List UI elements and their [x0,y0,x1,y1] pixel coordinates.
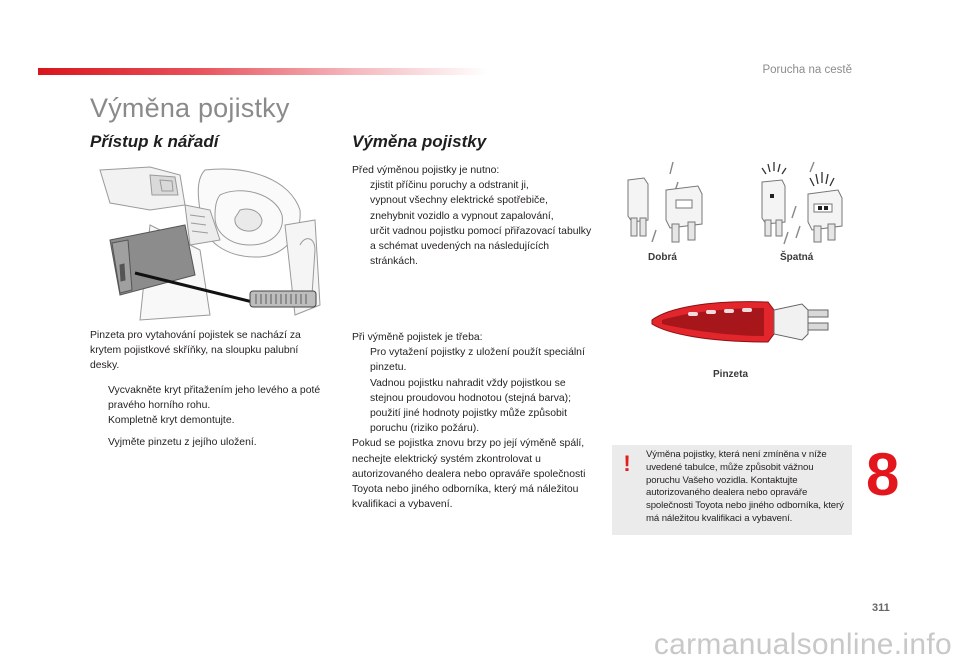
warning-text: Výměna pojistky, která není zmíněna v níže uvedené tabulce, může způsobit vážnou poruchu Vašeho vozidla. Kontaktujte autorizovaného dealera nebo opraváře společnosti Toyota nebo jiného odborníka, který má náležitou kvalifikaci a vybavení. [646,449,844,524]
chapter-number: 8 [866,441,900,508]
good-fuse-illustration [618,160,708,252]
caption-tweezers: Pinzeta [713,369,749,380]
list-item: Pro vytažení pojistky z uložení použít speciální pinzetu. [352,345,597,375]
list-item: vypnout všechny elektrické spotřebiče, [352,193,597,208]
during-replacement-block [352,330,597,512]
bullet-arrow-icon [352,193,370,208]
tool-access-steps [90,383,322,450]
warning-exclamation-icon: ! [623,451,631,476]
warning-box [612,445,852,535]
watermark: carmanualsonline.info [653,628,952,661]
bullet-arrow-icon [352,209,370,224]
bullet-arrow-icon [90,383,108,413]
running-head: Porucha na cestě [762,64,852,76]
closing-paragraph: Pokud se pojistka znovu brzy po její výměně spálí, nechejte elektrický systém zkontrolovat u autorizovaného dealera nebo opraváře společnosti Toyota nebo jiného odborníka, který má náležitou kvalifikaci a vybavení. [352,438,586,511]
before-replacement-block [352,163,597,269]
list-item: Vadnou pojistku nahradit vždy pojistkou se stejnou proudovou hodnotou (stejná barva); použití jiné hodnoty pojistky může způsobit poruchu (riziko požáru). [352,376,597,437]
bullet-arrow-icon [352,345,370,375]
page-number: 311 [872,602,890,614]
tool-location-paragraph: Pinzeta pro vytahování pojistek se nachází za krytem pojistkové skříňky, na sloupku palubní desky. [90,330,301,372]
bullet-arrow-icon [352,376,370,437]
list-item: znehybnit vozidlo a vypnout zapalování, [352,209,597,224]
bullet-arrow-icon [90,435,108,450]
header-accent-bar [38,68,488,75]
bullet-arrow-icon [352,178,370,193]
list-item: Vyjměte pinzetu z jejího uložení. [90,435,322,450]
tool-location-text [90,328,330,374]
fuse-tweezers-illustration [648,290,833,350]
blown-fuse-illustration [752,160,847,252]
page-title: Výměna pojistky [90,93,290,123]
list-item: určit vadnou pojistku pomocí přiřazovací tabulky a schémat uvedených na následujících stránkách. [352,224,597,270]
dashboard-illustration [90,165,322,325]
section-heading-tool-access: Přístup k nářadí [90,132,219,151]
list-item: zjistit příčinu poruchy a odstranit ji, [352,178,597,193]
list-item: Vycvakněte kryt přitažením jeho levého a poté pravého horního rohu. [90,383,322,413]
bullet-arrow-icon [352,224,370,270]
before-intro: Před výměnou pojistky je nutno: [352,165,500,176]
section-heading-fuse-replacement: Výměna pojistky [352,132,487,151]
list-item: Kompletně kryt demontujte. [90,413,322,428]
caption-good-fuse: Dobrá [648,252,677,263]
during-intro: Při výměně pojistek je třeba: [352,332,483,343]
caption-blown-fuse: Špatná [780,252,814,263]
bullet-arrow-icon [90,413,108,428]
